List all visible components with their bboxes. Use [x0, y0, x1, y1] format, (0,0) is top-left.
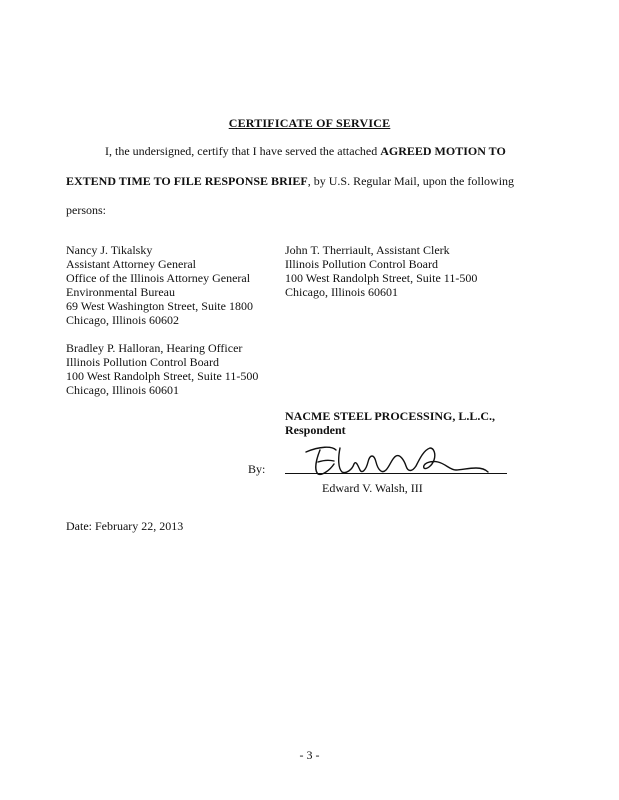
motion-title-part-1: AGREED MOTION TO: [380, 144, 506, 158]
recipient-address-block: [66, 341, 258, 397]
service-method-text: , by U.S. Regular Mail, upon the following: [307, 174, 515, 188]
address-line: 69 West Washington Street, Suite 1800: [66, 299, 253, 313]
certificate-title: CERTIFICATE OF SERVICE: [228, 116, 391, 130]
handwritten-signature: [300, 440, 490, 484]
address-line: Illinois Pollution Control Board: [66, 355, 220, 369]
address-line: Office of the Illinois Attorney General: [66, 271, 251, 285]
address-line: 100 West Randolph Street, Suite 11-500: [285, 271, 478, 285]
respondent-company: NACME STEEL PROCESSING, L.L.C.,: [285, 409, 496, 423]
by-label: By:: [248, 462, 266, 476]
intro-line-2: [66, 174, 514, 189]
address-line: Chicago, Illinois 60601: [66, 383, 179, 397]
respondent-block: [285, 409, 495, 437]
address-line: Assistant Attorney General: [66, 257, 196, 271]
address-line: Illinois Pollution Control Board: [285, 257, 439, 271]
intro-text: I, the undersigned, certify that I have served the attached: [105, 144, 381, 158]
respondent-role: Respondent: [285, 423, 346, 437]
address-line: Chicago, Illinois 60602: [66, 313, 179, 327]
page-number: - 3 -: [299, 748, 320, 762]
address-line: 100 West Randolph Street, Suite 11-500: [66, 369, 259, 383]
address-line: Bradley P. Halloran, Hearing Officer: [66, 341, 243, 355]
address-line: Chicago, Illinois 60601: [285, 285, 398, 299]
intro-line-1: [105, 144, 506, 159]
recipient-address-block: [285, 243, 477, 299]
address-line: Environmental Bureau: [66, 285, 175, 299]
signature-line: [285, 473, 507, 474]
motion-title-part-2: EXTEND TIME TO FILE RESPONSE BRIEF: [66, 174, 308, 188]
intro-line-3: persons:: [66, 203, 106, 217]
recipient-address-block: [66, 243, 253, 327]
address-line: Nancy J. Tikalsky: [66, 243, 153, 257]
date-line: Date: February 22, 2013: [66, 519, 184, 533]
signer-name: Edward V. Walsh, III: [322, 481, 423, 495]
address-line: John T. Therriault, Assistant Clerk: [285, 243, 450, 257]
